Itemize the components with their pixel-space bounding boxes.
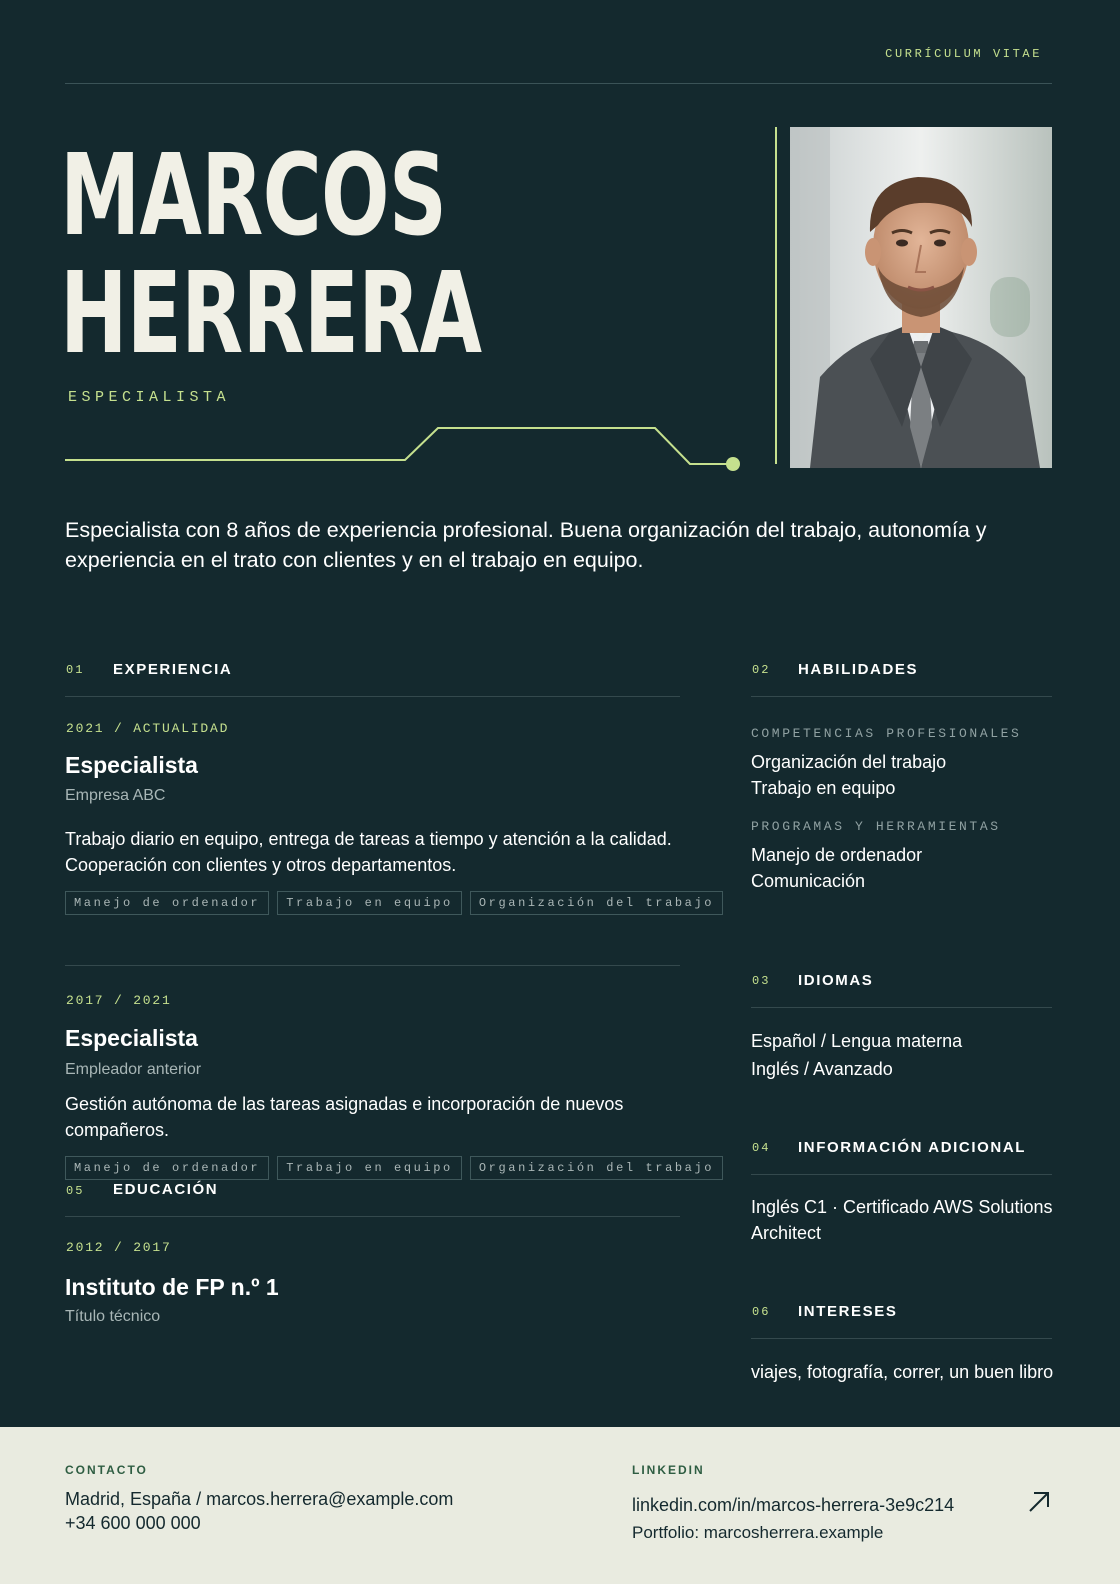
job-1-description: Trabajo diario en equipo, entrega de tareas a tiempo y atención a la calidad. Cooperación con clientes y otros departamentos. <box>65 829 672 875</box>
job-2-company: Empleador anterior <box>65 1061 202 1078</box>
experience-number: 01 <box>66 663 85 677</box>
additional-divider <box>751 1174 1052 1175</box>
linkedin-link[interactable]: linkedin.com/in/marcos-herrera-3e9c214 <box>632 1495 955 1515</box>
linkedin-label: LINKEDIN <box>632 1463 705 1477</box>
job-1-date: 2021 / ACTUALIDAD <box>66 721 230 736</box>
education-number: 05 <box>66 1184 85 1198</box>
interests-heading: INTERESES <box>798 1303 898 1320</box>
tag: Trabajo en equipo <box>277 891 462 915</box>
interests-divider <box>751 1338 1052 1339</box>
education-date: 2012 / 2017 <box>66 1240 172 1255</box>
experience-divider <box>65 696 680 697</box>
job-1-title: Especialista <box>65 752 198 778</box>
job-1-company: Empresa ABC <box>65 787 166 804</box>
tag: Trabajo en equipo <box>277 1156 462 1180</box>
first-name: MARCOS <box>60 131 447 261</box>
additional-heading: INFORMACIÓN ADICIONAL <box>798 1139 1027 1156</box>
additional-number: 04 <box>752 1141 771 1155</box>
portrait-photo <box>790 127 1052 468</box>
interests-text: viajes, fotografía, correr, un buen libro <box>751 1362 1054 1382</box>
role-title: ESPECIALISTA <box>68 389 231 406</box>
tag: Organización del trabajo <box>470 891 723 915</box>
vertical-accent-line <box>775 127 777 464</box>
skill-item: Comunicación <box>751 871 866 891</box>
job-2-date: 2017 / 2021 <box>66 993 172 1008</box>
languages-number: 03 <box>752 974 771 988</box>
skills-divider <box>751 696 1052 697</box>
skill-item: Trabajo en equipo <box>751 778 896 798</box>
job-2-description: Gestión autónoma de las tareas asignadas e incorporación de nuevos compañeros. <box>65 1094 624 1140</box>
languages-heading: IDIOMAS <box>798 972 874 989</box>
education-heading: EDUCACIÓN <box>113 1181 219 1198</box>
top-divider <box>65 83 1052 84</box>
skills-heading: HABILIDADES <box>798 661 919 678</box>
language-item: Inglés / Avanzado <box>751 1059 893 1079</box>
experience-heading: EXPERIENCIA <box>113 661 233 678</box>
cv-label: CURRÍCULUM VITAE <box>885 47 1042 61</box>
tag: Organización del trabajo <box>470 1156 723 1180</box>
skill-item: Manejo de ordenador <box>751 845 923 865</box>
contact-address-email: Madrid, España / marcos.herrera@example.com <box>65 1489 454 1509</box>
interests-number: 06 <box>752 1305 771 1319</box>
tag: Manejo de ordenador <box>65 1156 269 1180</box>
skills-group-label: PROGRAMAS Y HERRAMIENTAS <box>751 819 1001 834</box>
profile-summary: Especialista con 8 años de experiencia profesional. Buena organización del trabajo, autonomía y experiencia en el trato con clientes y en el trabajo en equipo. <box>65 518 987 572</box>
job-1-tags <box>65 891 723 915</box>
languages-divider <box>751 1007 1052 1008</box>
circuit-line-decoration <box>60 420 750 476</box>
contact-phone: +34 600 000 000 <box>65 1513 201 1533</box>
job-2-title: Especialista <box>65 1025 198 1051</box>
profile-photo <box>790 127 1052 468</box>
skills-number: 02 <box>752 663 771 677</box>
skills-group-label: COMPETENCIAS PROFESIONALES <box>751 726 1022 741</box>
language-item: Español / Lengua materna <box>751 1031 963 1051</box>
last-name: HERRERA <box>60 249 482 379</box>
skill-item: Organización del trabajo <box>751 752 947 772</box>
additional-text: Inglés C1 · Certificado AWS Solutions Architect <box>751 1197 1053 1243</box>
job-divider <box>65 965 680 966</box>
portfolio-link[interactable]: Portfolio: marcosherrera.example <box>632 1523 884 1542</box>
contact-footer <box>0 1427 1120 1584</box>
tag: Manejo de ordenador <box>65 891 269 915</box>
education-degree: Título técnico <box>65 1308 161 1325</box>
arrow-up-right-icon[interactable] <box>1026 1489 1052 1515</box>
job-2-tags <box>65 1156 723 1180</box>
contact-label: CONTACTO <box>65 1463 148 1477</box>
education-divider <box>65 1216 680 1217</box>
education-school: Instituto de FP n.º 1 <box>65 1274 279 1300</box>
